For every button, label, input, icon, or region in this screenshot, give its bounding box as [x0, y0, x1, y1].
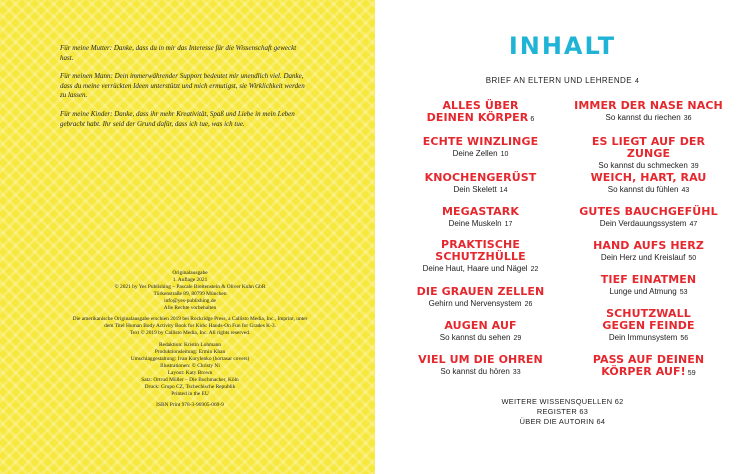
toc-entry-page: 14	[499, 187, 508, 194]
toc-entry-heading: ECHTE WINZLINGE	[422, 135, 539, 148]
toc-entry-heading: DIE GRAUEN ZELLEN	[416, 285, 545, 298]
toc-entry-subtitle	[403, 149, 558, 160]
toc-entry-subtitle-text: So kannst du sehen	[439, 333, 511, 342]
toc-entry	[403, 172, 558, 196]
toc-entry-subtitle-text: Dein Herz und Kreislauf	[600, 253, 686, 262]
toc-entry	[403, 136, 558, 160]
dedications	[60, 44, 310, 138]
right-page	[375, 0, 750, 474]
toc-entry-page: 43	[681, 187, 690, 194]
toc-entry-subtitle-text: Dein Immunsystem	[608, 333, 678, 342]
dedication-mother: Für meine Mutter: Danke, dass du in mir das Interesse für die Wissenschaft geweckt hast.	[60, 44, 297, 62]
toc-entry-heading: HAND AUFS HERZ	[593, 239, 704, 252]
toc-entry-heading: SCHUTZWALL	[606, 307, 691, 320]
toc-appendix-item	[375, 397, 750, 407]
toc-entry-subtitle	[571, 185, 726, 196]
toc-entry-page: 50	[688, 255, 697, 262]
imprint-line: Originalausgabe	[172, 270, 208, 276]
toc-entry-page: 29	[513, 335, 522, 342]
imprint-line: Illustrationen: © Christy Ni	[160, 362, 220, 369]
toc-entry-heading	[403, 112, 558, 126]
toc-entry-page: 22	[530, 266, 539, 273]
imprint-line: Layout: Katy Brown	[167, 369, 213, 376]
page-title: INHALT	[508, 32, 617, 60]
toc-entry-subtitle	[571, 219, 726, 230]
toc-entry-subtitle	[571, 287, 726, 298]
toc-entry	[571, 206, 726, 230]
toc-entry	[571, 274, 726, 298]
imprint-line: Alle Rechte vorbehalten	[163, 304, 217, 311]
toc-entry-subtitle-text: Gehirn und Nervensystem	[428, 299, 522, 308]
toc-entry-subtitle	[403, 264, 558, 275]
toc-brief-page: 4	[634, 78, 640, 85]
imprint-line: Produktionsleitung: Ermin Khan	[154, 349, 226, 356]
toc-entry-page: 47	[689, 221, 698, 228]
imprint-line: info@yes-publishing.de	[164, 297, 216, 304]
toc-entry-page: 53	[679, 289, 688, 296]
toc-entry-heading: PASS AUF DEINEN	[592, 353, 705, 366]
toc-appendix	[375, 397, 750, 427]
toc-appendix-label: ÜBER DIE AUTORIN	[519, 417, 595, 426]
toc-appendix-page: 62	[614, 397, 624, 406]
toc-entry-page: 33	[512, 369, 521, 376]
toc-entry-subtitle-text: Dein Verdauungssystem	[599, 219, 687, 228]
toc-brief-label: BRIEF AN ELTERN UND LEHRENDE	[485, 76, 632, 85]
toc-entry	[571, 308, 726, 344]
toc-entry	[571, 100, 726, 124]
toc-entry	[571, 354, 726, 380]
dedication-children: Für meine Kinder: Danke, dass ihr mehr Kreativität, Spaß und Liebe in mein Leben gebracht habt. Ihr seid der Grund dafür, dass ich tue, was ich tue.	[60, 109, 295, 128]
toc-entry-heading-line2: DEINEN KÖRPER	[426, 111, 529, 124]
toc-entry	[571, 136, 726, 172]
toc-entry-heading-line2: KÖRPER AUF!	[601, 365, 686, 378]
toc-entry-page: 10	[500, 151, 509, 158]
toc-entry-subtitle-text: Lunge und Atmung	[609, 287, 677, 296]
toc-entry-subtitle-text: Deine Haut, Haare und Nägel	[422, 264, 528, 273]
toc-entry-subtitle	[571, 253, 726, 264]
toc-entry-subtitle	[571, 333, 726, 344]
toc-entry-page: 17	[504, 221, 513, 228]
toc-entry-heading-line2: GEGEN FEINDE	[602, 319, 695, 332]
isbn: ISBN Print 978-3-96905-069-9	[156, 402, 224, 409]
imprint-line: dem Titel Human Body Activity Book for Kids: Hands-On Fun for Grades K-3.	[104, 323, 276, 330]
imprint-line: Redaktion: Kristin Lohmann	[159, 342, 221, 349]
imprint-line: Printed in the EU	[171, 390, 209, 397]
toc-entry-subtitle-text: Deine Zellen	[452, 149, 498, 158]
toc-entry-subtitle	[403, 367, 558, 378]
toc-appendix-label: REGISTER	[536, 407, 577, 416]
toc-entry-page: 6	[530, 116, 535, 123]
toc-entry-heading: GUTES BAUCHGEFÜHL	[579, 205, 718, 218]
imprint-line: Türkenstraße 89, 80799 München	[153, 290, 227, 297]
toc-entry-heading: ALLES ÜBER	[442, 99, 519, 112]
toc-entry-subtitle-text: So kannst du fühlen	[607, 185, 679, 194]
toc-entry-subtitle	[403, 299, 558, 310]
toc-entry-subtitle-text: So kannst du riechen	[605, 113, 681, 122]
toc-entry	[403, 286, 558, 310]
toc-appendix-label: WEITERE WISSENSQUELLEN	[501, 397, 613, 406]
toc-entry-heading: WEICH, HART, RAU	[590, 171, 707, 184]
toc-entry	[403, 320, 558, 344]
imprint-line: Die amerikanische Originalausgabe erschien 2019 bei Rockridge Press, a Callisto Media, Inc., Imprint, unter	[72, 316, 308, 323]
toc-entry	[403, 239, 558, 275]
toc-entry	[403, 206, 558, 230]
dedication-husband: Für meinen Mann: Dein immerwährender Support bedeutet mir unendlich viel. Danke, dass du meine verrückten Ideen unterstützt und mich ermutigst, sie Wirklichkeit werden zu lassen.	[60, 72, 305, 100]
imprint-line: Satz: Ortrud Müller – Die Buchmacher, Köln	[141, 376, 239, 383]
toc-appendix-item	[375, 417, 750, 427]
toc-entry-heading: PRAKTISCHE	[441, 238, 520, 251]
toc-entry-heading: ES LIEGT AUF DER ZUNGE	[591, 135, 706, 160]
toc-entry-heading: VIEL UM DIE OHREN	[418, 353, 543, 366]
imprint	[60, 270, 320, 409]
toc-entry	[571, 172, 726, 196]
imprint-line: © 2021 by Yes Publishing – Pascale Breitenstein & Oliver Kuhn GbR	[114, 283, 266, 290]
toc-entry	[403, 354, 558, 378]
toc-entry-heading: AUGEN AUF	[444, 319, 517, 332]
toc-entry-subtitle	[571, 113, 726, 124]
toc-brief	[375, 76, 750, 85]
toc-entry-heading: IMMER DER NASE NACH	[574, 99, 723, 112]
toc-entry-page: 36	[683, 115, 692, 122]
toc-appendix-item	[375, 407, 750, 417]
toc-entry-heading: TIEF EINATMEN	[600, 273, 697, 286]
toc-entry-heading-line2: SCHUTZHÜLLE	[435, 250, 526, 263]
toc-entry	[571, 240, 726, 264]
imprint-line: Text © 2019 by Callisto Media, Inc. All rights reserved.	[129, 330, 251, 337]
toc-entry-heading	[571, 366, 726, 380]
toc-entry-page: 39	[690, 163, 699, 170]
toc-entry-page: 56	[680, 335, 689, 342]
toc-entry-subtitle-text: Dein Skelett	[453, 185, 497, 194]
toc-entry-subtitle-text: So kannst du schmecken	[598, 161, 688, 170]
toc-entry	[403, 100, 558, 126]
toc-entry-heading: MEGASTARK	[442, 205, 519, 218]
toc-entry-subtitle	[403, 333, 558, 344]
toc-entry-heading: KNOCHENGERÜST	[424, 171, 537, 184]
toc-appendix-page: 63	[579, 407, 589, 416]
imprint-line: Druck: Grupo CZ, Tschechische Republik	[144, 383, 236, 390]
toc-entry-subtitle-text: So kannst du hören	[440, 367, 510, 376]
toc-appendix-page: 64	[596, 417, 606, 426]
toc-entry-page: 26	[524, 301, 533, 308]
toc-entry-subtitle-text: Deine Muskeln	[448, 219, 502, 228]
toc-entry-subtitle	[403, 185, 558, 196]
imprint-line: 1. Auflage 2021	[172, 276, 208, 283]
imprint-line: Umschlaggestaltung: Ivan Kurylenko (hortasar covers)	[130, 355, 250, 362]
toc-entry-page: 59	[687, 370, 696, 377]
toc-entry-subtitle	[403, 219, 558, 230]
